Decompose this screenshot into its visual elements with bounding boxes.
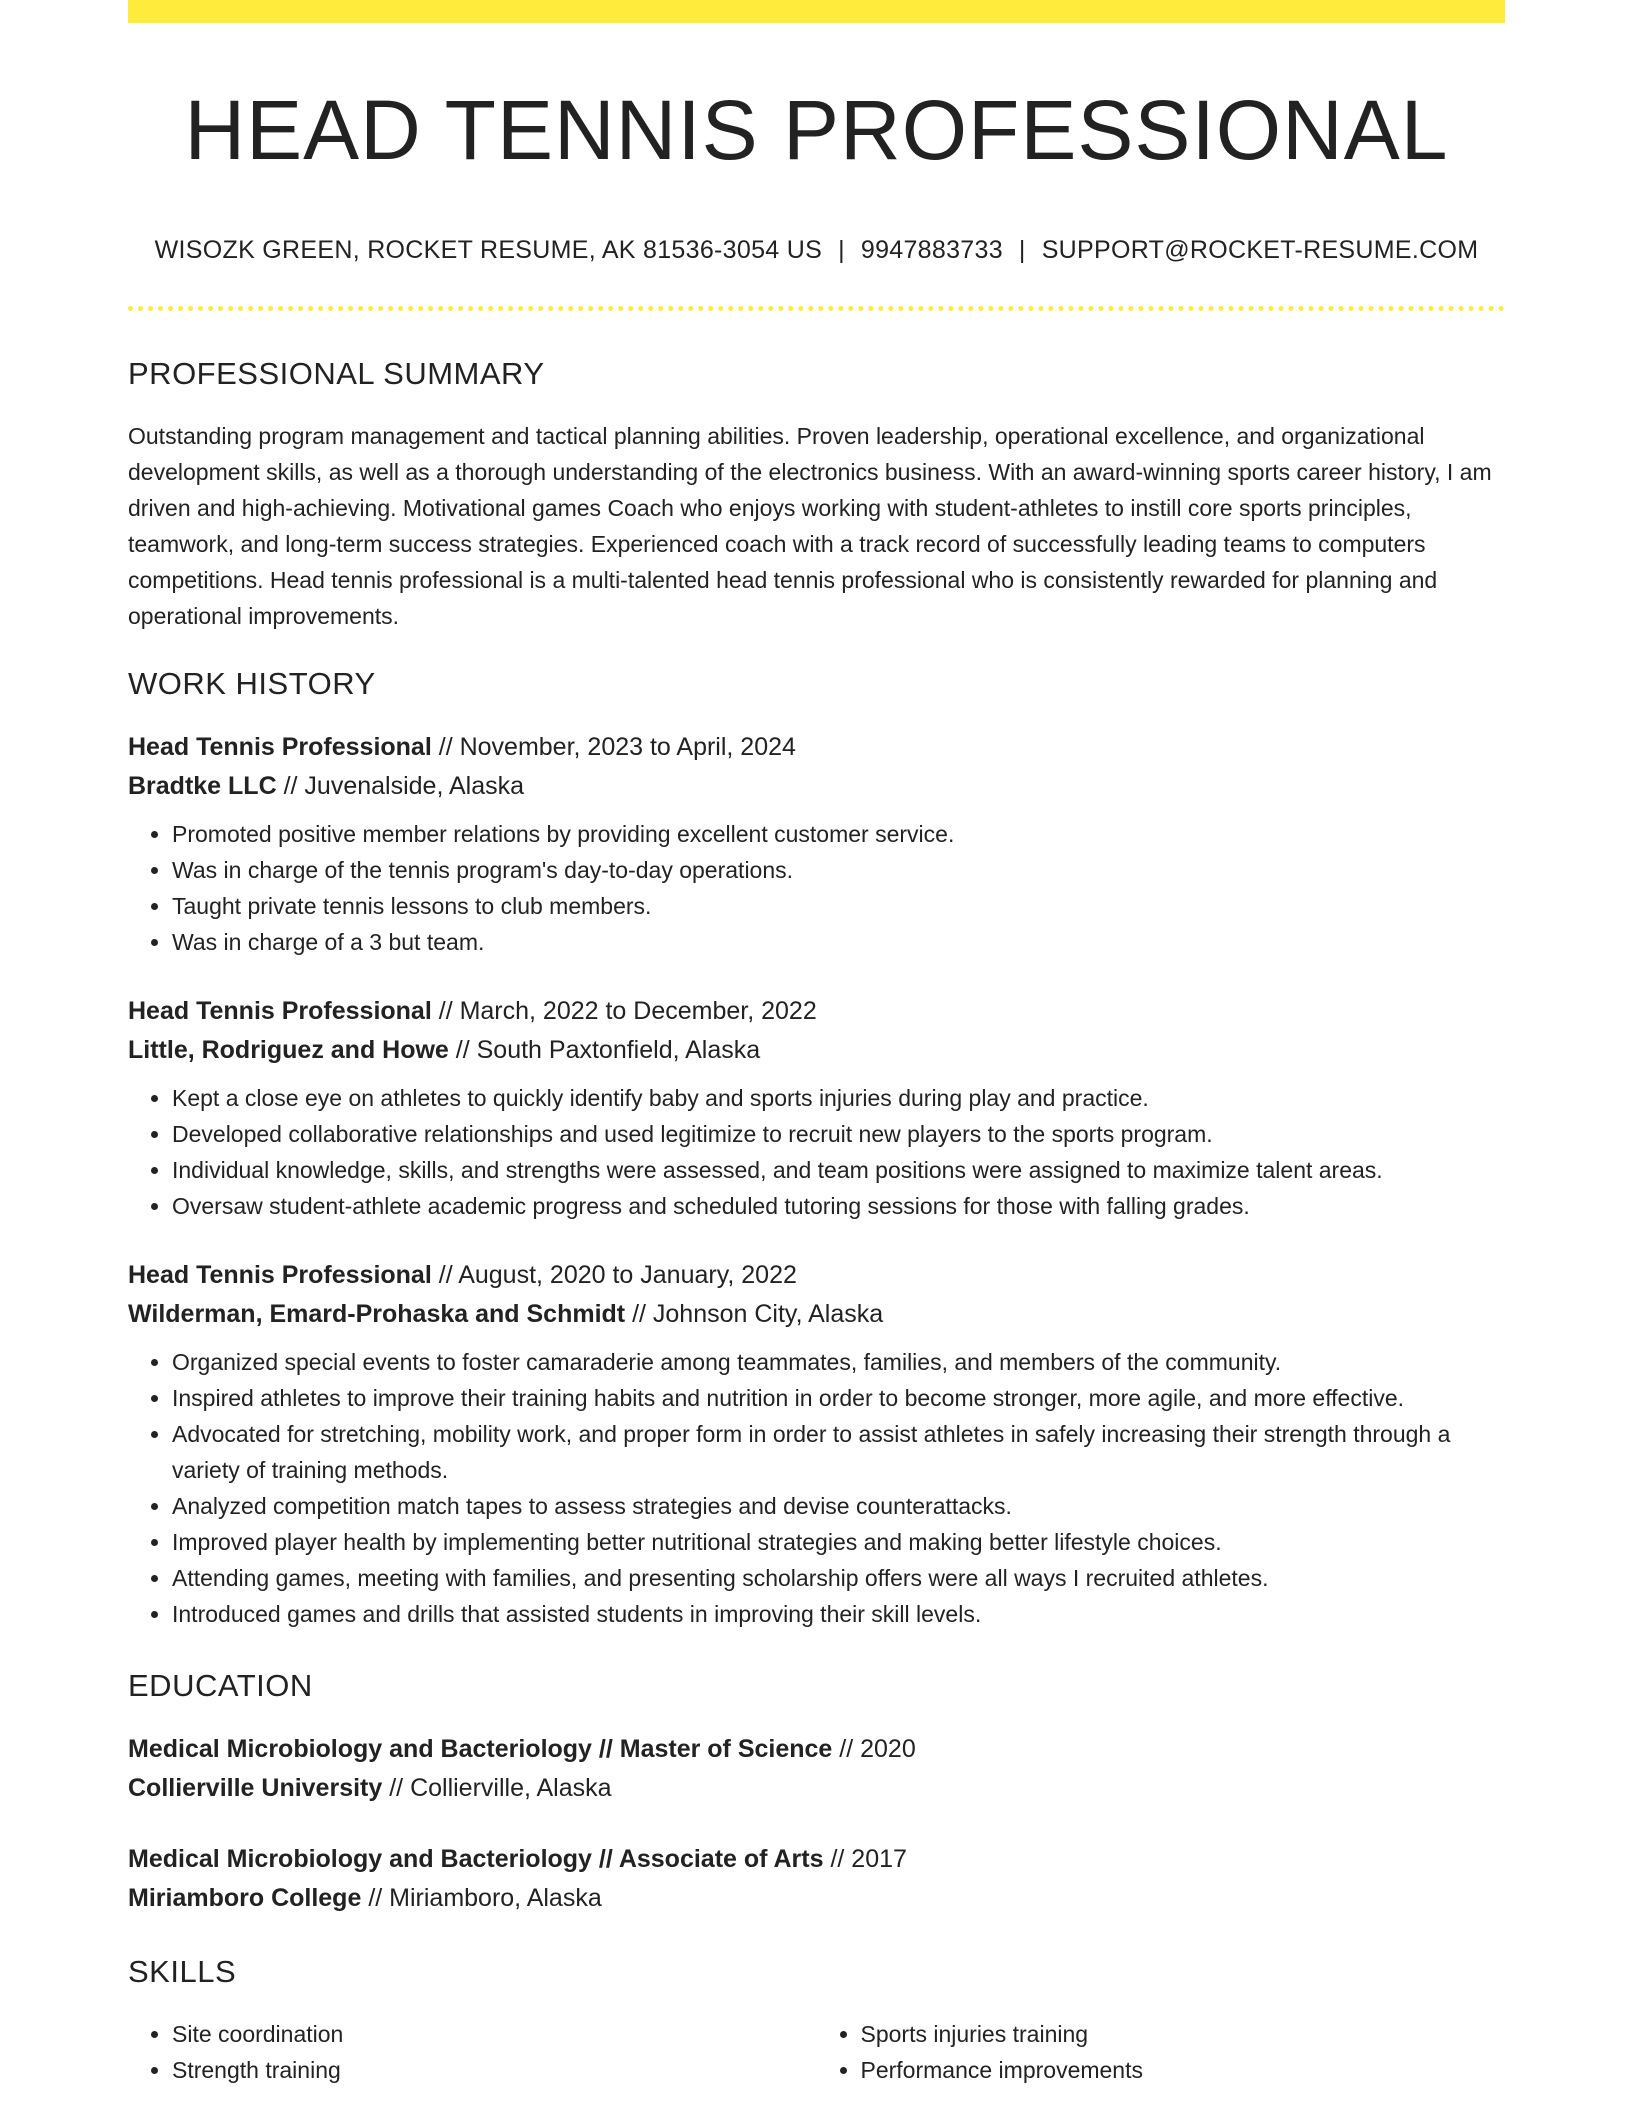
- skills-column-right: [817, 2016, 1506, 2088]
- job-company-line: [128, 767, 1505, 806]
- list-item: • Attending games, meeting with families, and presenting scholarship offers were all ways I recruited athletes.: [172, 1560, 1505, 1596]
- list-item: • Strength training: [172, 2052, 817, 2088]
- list-item: • Site coordination: [172, 2016, 817, 2052]
- list-item: • Inspired athletes to improve their training habits and nutrition in order to become stronger, more agile, and more effective.: [172, 1380, 1505, 1416]
- job-location: // Juvenalside, Alaska: [276, 772, 525, 800]
- job-company-line: [128, 1295, 1505, 1334]
- graduation-year: // 2020: [832, 1735, 916, 1763]
- education-entry: [128, 1840, 1505, 1918]
- list-item: • Promoted positive member relations by providing excellent customer service.: [172, 816, 1505, 852]
- list-item: • Analyzed competition match tapes to assess strategies and devise counterattacks.: [172, 1488, 1505, 1524]
- list-item: • Was in charge of a 3 but team.: [172, 924, 1505, 960]
- job-location: // South Paxtonfield, Alaska: [448, 1036, 761, 1064]
- contact-line: [128, 236, 1505, 265]
- job-dates: // November, 2023 to April, 2024: [431, 733, 796, 761]
- school: Collierville University: [128, 1774, 383, 1802]
- job-dates: // March, 2022 to December, 2022: [431, 997, 817, 1025]
- degree-line: [128, 1730, 1505, 1769]
- list-item: • Advocated for stretching, mobility work, and proper form in order to assist athletes in safely increasing their strength through a variety of training methods.: [172, 1416, 1505, 1488]
- list-item: • Improved player health by implementing better nutritional strategies and making better lifestyle choices.: [172, 1524, 1505, 1560]
- job-dates: // August, 2020 to January, 2022: [431, 1261, 797, 1289]
- job-entry: [128, 728, 1505, 960]
- list-item: • Developed collaborative relationships and used legitimize to recruit new players to the sports program.: [172, 1116, 1505, 1152]
- education-entry: [128, 1730, 1505, 1808]
- job-title: Head Tennis Professional: [128, 733, 432, 761]
- phone: 9947883733: [860, 236, 1003, 264]
- separator: |: [1018, 236, 1026, 264]
- resume-content: [128, 352, 1505, 2088]
- list-item: • Oversaw student-athlete academic progress and scheduled tutoring sessions for those with falling grades.: [172, 1188, 1505, 1224]
- school: Miriamboro College: [128, 1884, 362, 1912]
- degree-line: [128, 1840, 1505, 1879]
- list-item: • Taught private tennis lessons to club members.: [172, 888, 1505, 924]
- job-entry: [128, 1256, 1505, 1632]
- dotted-divider: [128, 306, 1505, 311]
- email: SUPPORT@ROCKET-RESUME.COM: [1041, 236, 1479, 264]
- job-bullets: [128, 1344, 1505, 1632]
- page-title: HEAD TENNIS PROFESSIONAL: [184, 83, 1449, 177]
- section-heading-work: WORK HISTORY: [128, 666, 376, 701]
- list-item: • Individual knowledge, skills, and strengths were assessed, and team positions were assigned to maximize talent areas.: [172, 1152, 1505, 1188]
- job-company: Bradtke LLC: [128, 772, 277, 800]
- job-entry: [128, 992, 1505, 1224]
- job-company: Wilderman, Emard-Prohaska and Schmidt: [128, 1300, 626, 1328]
- job-title-line: [128, 992, 1505, 1031]
- list-item: • Performance improvements: [861, 2052, 1506, 2088]
- list-item: • Sports injuries training: [861, 2016, 1506, 2052]
- school-location: // Miriamboro, Alaska: [361, 1884, 602, 1912]
- address: WISOZK GREEN, ROCKET RESUME, AK 81536-3054 US: [154, 236, 823, 264]
- job-title-line: [128, 1256, 1505, 1295]
- list-item: • Organized special events to foster camaraderie among teammates, families, and members of the community.: [172, 1344, 1505, 1380]
- job-company: Little, Rodriguez and Howe: [128, 1036, 449, 1064]
- graduation-year: // 2017: [823, 1845, 907, 1873]
- school-line: [128, 1879, 1505, 1918]
- job-title: Head Tennis Professional: [128, 1261, 432, 1289]
- school-line: [128, 1769, 1505, 1808]
- section-heading-education: EDUCATION: [128, 1668, 313, 1703]
- job-location: // Johnson City, Alaska: [625, 1300, 884, 1328]
- job-bullets: [128, 816, 1505, 960]
- skills-column-left: [128, 2016, 817, 2088]
- job-title: Head Tennis Professional: [128, 997, 432, 1025]
- list-item: • Introduced games and drills that assisted students in improving their skill levels.: [172, 1596, 1505, 1632]
- job-title-line: [128, 728, 1505, 767]
- accent-bar: [128, 0, 1505, 23]
- job-bullets: [128, 1080, 1505, 1224]
- skills-list: [128, 2016, 1505, 2088]
- list-item: • Kept a close eye on athletes to quickly identify baby and sports injuries during play and practice.: [172, 1080, 1505, 1116]
- degree: Medical Microbiology and Bacteriology // Master of Science: [128, 1735, 833, 1763]
- section-heading-skills: SKILLS: [128, 1954, 237, 1989]
- school-location: // Collierville, Alaska: [382, 1774, 612, 1802]
- section-heading-summary: PROFESSIONAL SUMMARY: [128, 356, 545, 391]
- list-item: • Was in charge of the tennis program's day-to-day operations.: [172, 852, 1505, 888]
- degree: Medical Microbiology and Bacteriology // Associate of Arts: [128, 1845, 824, 1873]
- job-company-line: [128, 1031, 1505, 1070]
- summary-text: Outstanding program management and tactical planning abilities. Proven leadership, operational excellence, and organizational development skills, as well as a thorough understanding of the electronics business. With an award-winning sports career history, I am driven and high-achieving. Motivational games Coach who enjoys working with student-athletes to instill core sports principles, teamwork, and long-term success strategies. Experienced coach with a track record of successfully leading teams to computers competitions. Head tennis professional is a multi-talented head tennis professional who is consistently rewarded for planning and operational improvements.: [128, 423, 1492, 629]
- separator: |: [838, 236, 845, 264]
